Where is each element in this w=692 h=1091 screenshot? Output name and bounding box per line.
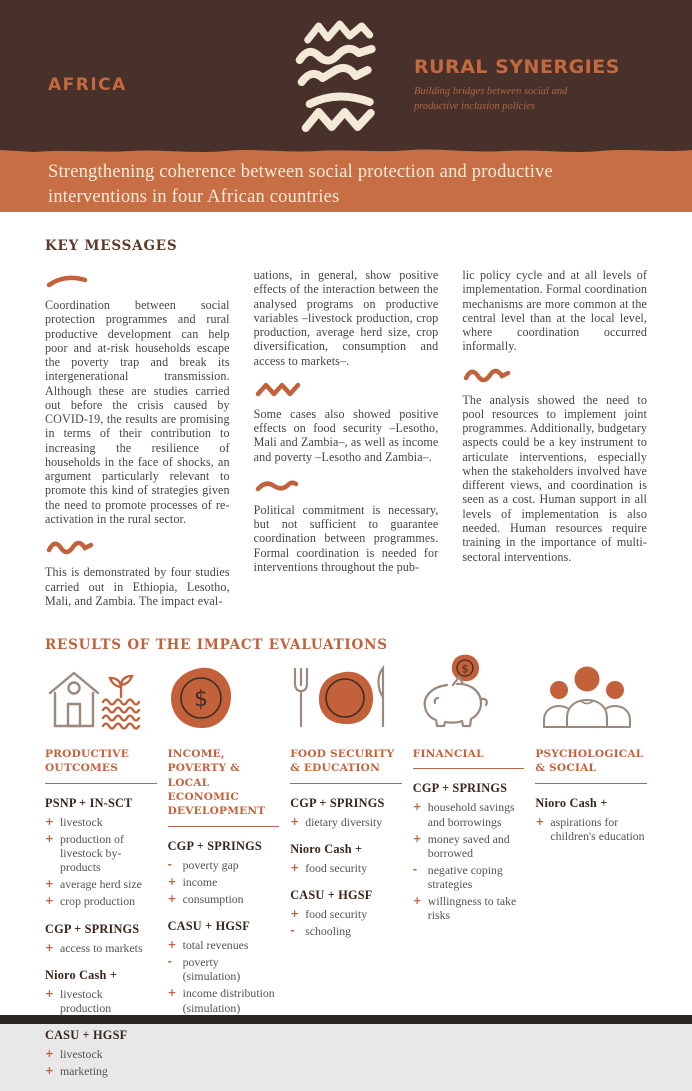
result-item (168, 938, 280, 952)
program-group (290, 888, 402, 938)
result-item-text: livestock production (60, 986, 112, 1015)
plus-sign: + (167, 987, 177, 1000)
result-item-text: aspirations for children's education (550, 814, 645, 843)
torn-edge-decoration (0, 147, 692, 155)
region-label: AFRICA (48, 75, 127, 95)
brand-tagline: Building bridges between social and productive inclusion policies (414, 85, 568, 112)
result-item-text: income distribution (simulation) (182, 986, 275, 1015)
body-paragraph: Political commitment is necessary, but not sufficient to guarantee coordination between programmes. Formal coordination is needed for interventions throughout the pub- (253, 502, 439, 574)
result-item-text: food security (305, 906, 368, 921)
plus-sign: + (45, 941, 54, 954)
result-item-text: willingness to take risks (427, 894, 517, 923)
results-column-title: PSYCHOLOGICAL & SOCIAL (535, 748, 644, 775)
squiggle-arc-decoration (45, 272, 230, 288)
body-paragraph: This is demonstrated by four studies carried out in Ethiopia, Lesotho, Mali, and Zambia. The impact eval- (45, 565, 230, 608)
svg-text:$: $ (461, 662, 469, 676)
plus-sign: + (45, 1065, 54, 1078)
result-item (168, 955, 280, 983)
plus-sign: + (45, 1048, 54, 1061)
result-item (45, 877, 157, 891)
program-group (45, 796, 157, 909)
key-messages-column (462, 268, 647, 621)
title-banner (0, 148, 692, 212)
program-group (413, 781, 525, 922)
result-item-text: production of livestock by-products (60, 831, 124, 875)
result-item (413, 800, 525, 828)
footer-bar (0, 1015, 692, 1024)
result-item-text: average herd size (60, 877, 142, 892)
body-paragraph: uations, in general, show positive effects of the interaction between the analysed programs on productive variables –livestock production, crop production, average herd size, crop diversification, consumption and access to markets–. (253, 268, 439, 368)
program-name: CGP + SPRINGS (45, 921, 140, 936)
brand-name: RURAL SYNERGIES (414, 55, 620, 78)
title-underline (45, 783, 157, 784)
brand-block (414, 56, 646, 114)
squiggle-zigzag-decoration (254, 381, 439, 397)
people-icon (535, 657, 647, 731)
house-plant-icon (45, 657, 157, 731)
result-item-text: dietary diversity (305, 814, 383, 829)
minus-sign: - (167, 858, 172, 871)
title-underline (168, 826, 280, 827)
results-columns (45, 657, 647, 1091)
content (0, 212, 692, 1091)
plus-sign: + (412, 895, 422, 908)
squiggle-arc2-decoration (254, 477, 439, 493)
results-column-title: PRODUCTIVE OUTCOMES (45, 748, 129, 775)
result-item-text: money saved and borrowed (427, 831, 510, 860)
result-item (413, 832, 525, 860)
result-item-text: livestock (60, 814, 103, 829)
minus-sign: - (167, 956, 172, 969)
result-item-text: poverty (simulation) (182, 955, 241, 984)
program-name: CGP + SPRINGS (412, 781, 508, 796)
program-name: PSNP + IN-SCT (45, 795, 133, 810)
plus-sign: + (45, 987, 54, 1000)
result-item-text: income (182, 874, 218, 889)
result-item (45, 941, 157, 955)
result-item (45, 815, 157, 829)
title-underline (535, 783, 647, 784)
result-item (45, 987, 157, 1015)
result-item-text: crop production (60, 894, 136, 909)
result-item-text: marketing (60, 1064, 108, 1079)
brand-logo-squiggles-icon (286, 18, 390, 141)
results-column (290, 657, 402, 1091)
result-item (290, 924, 402, 938)
result-item (413, 863, 525, 891)
minus-sign: - (290, 925, 295, 938)
results-column-title: FINANCIAL (412, 748, 484, 761)
result-item (168, 986, 280, 1014)
result-item-text: consumption (182, 891, 244, 906)
program-group (168, 839, 280, 906)
result-item (168, 858, 280, 872)
minus-sign: - (412, 863, 418, 876)
result-item (413, 894, 525, 922)
results-heading: RESULTS OF THE IMPACT EVALUATIONS (45, 637, 388, 654)
piggy-bank-icon (413, 657, 525, 731)
key-messages-column (254, 268, 439, 621)
result-item-text: poverty gap (182, 857, 239, 872)
program-group (535, 796, 647, 843)
program-name: CGP + SPRINGS (167, 838, 262, 853)
program-name: Nioro Cash + (290, 841, 363, 856)
result-item-text: schooling (305, 924, 352, 939)
body-paragraph: The analysis showed the need to pool resources to implement joint programmes. Additionally, budgetary aspects could be a key instrument to articulate interventions, especially when the stakeholders involved have different views, and coordination is seen as a cost. Human support in all levels of implementation is also needed. Human resources require training in the importance of multi-sectoral interventions. (462, 392, 647, 564)
title-underline (290, 783, 402, 784)
result-item-text: access to markets (60, 940, 143, 955)
header (0, 0, 692, 148)
plus-sign: + (290, 815, 299, 828)
results-column (45, 657, 157, 1091)
result-item (45, 894, 157, 908)
svg-text:$: $ (193, 687, 208, 713)
body-paragraph: Coordination between social protection programmes and rural productive development can help poor and at-risk households escape the poverty trap and break its intergenerational transmission. Although these are studies carried out before the crisis caused by COVID-19, the results are promising in terms of their contribution to increasing the resilience of households in the face of shocks, an argument particularly relevant to promote this kind of strategies given the need to promote processes of re-activation in the rural sector. (45, 298, 230, 526)
results-column (168, 657, 280, 1091)
title-underline (413, 768, 525, 769)
body-paragraph: Some cases also showed positive effects on food security –Lesotho, Mali and Zambia–, as well as income and poverty –Lesotho and Zambia–. (253, 406, 439, 464)
result-item (290, 861, 402, 875)
plus-sign: + (290, 861, 299, 874)
key-messages-heading: KEY MESSAGES (45, 238, 178, 254)
result-item (45, 1064, 157, 1078)
plus-sign: + (167, 875, 177, 888)
plus-sign: + (45, 832, 54, 845)
program-group (45, 922, 157, 955)
program-name: Nioro Cash + (45, 967, 118, 982)
plus-sign: + (412, 832, 422, 845)
results-column-title: INCOME, POVERTY & LOCAL ECONOMIC DEVELOPMENT (167, 748, 266, 818)
result-item (45, 832, 157, 874)
result-item (535, 815, 647, 843)
plate-cutlery-icon (290, 657, 402, 731)
key-messages-column (45, 268, 230, 621)
result-item-text: livestock (60, 1047, 103, 1062)
key-messages-section (45, 238, 647, 621)
program-name: CASU + HGSF (167, 919, 250, 933)
results-column (413, 657, 525, 1091)
coin-icon (168, 657, 280, 731)
plus-sign: + (45, 878, 54, 891)
squiggle-wave-decoration (45, 539, 230, 555)
result-item (168, 892, 280, 906)
squiggle-wave-decoration (462, 367, 647, 383)
result-item-text: negative coping strategies (427, 862, 503, 892)
result-item-text: food security (305, 860, 368, 875)
results-column-title: FOOD SECURITY & EDUCATION (290, 748, 395, 775)
plus-sign: + (45, 815, 54, 828)
program-name: Nioro Cash + (535, 795, 608, 810)
result-item (290, 907, 402, 921)
plus-sign: + (45, 895, 54, 908)
program-group (45, 968, 157, 1015)
plus-sign: + (290, 907, 299, 920)
body-paragraph: lic policy cycle and at all levels of implementation. Formal coordination mechanisms are more common at the central level than at the local level, where coordination occurred informally. (462, 268, 647, 354)
result-item (168, 875, 280, 889)
result-item (290, 815, 402, 829)
result-item-text: household savings and borrowings (427, 800, 515, 829)
plus-sign: + (167, 892, 177, 905)
result-item (45, 1047, 157, 1061)
program-name: CGP + SPRINGS (290, 795, 385, 810)
program-group (290, 796, 402, 829)
plus-sign: + (412, 801, 422, 814)
program-group (290, 842, 402, 875)
program-name: CASU + HGSF (45, 1028, 128, 1043)
plus-sign: + (535, 815, 545, 828)
plus-sign: + (167, 939, 177, 951)
result-item-text: total revenues (182, 938, 249, 952)
program-group (168, 919, 280, 1015)
program-group (45, 1028, 157, 1078)
key-messages-columns (45, 268, 647, 621)
results-column (535, 657, 647, 1091)
program-name: CASU + HGSF (290, 887, 373, 902)
document-title: Strengthening coherence between social protection and productive interventions in four African countries (48, 162, 553, 207)
